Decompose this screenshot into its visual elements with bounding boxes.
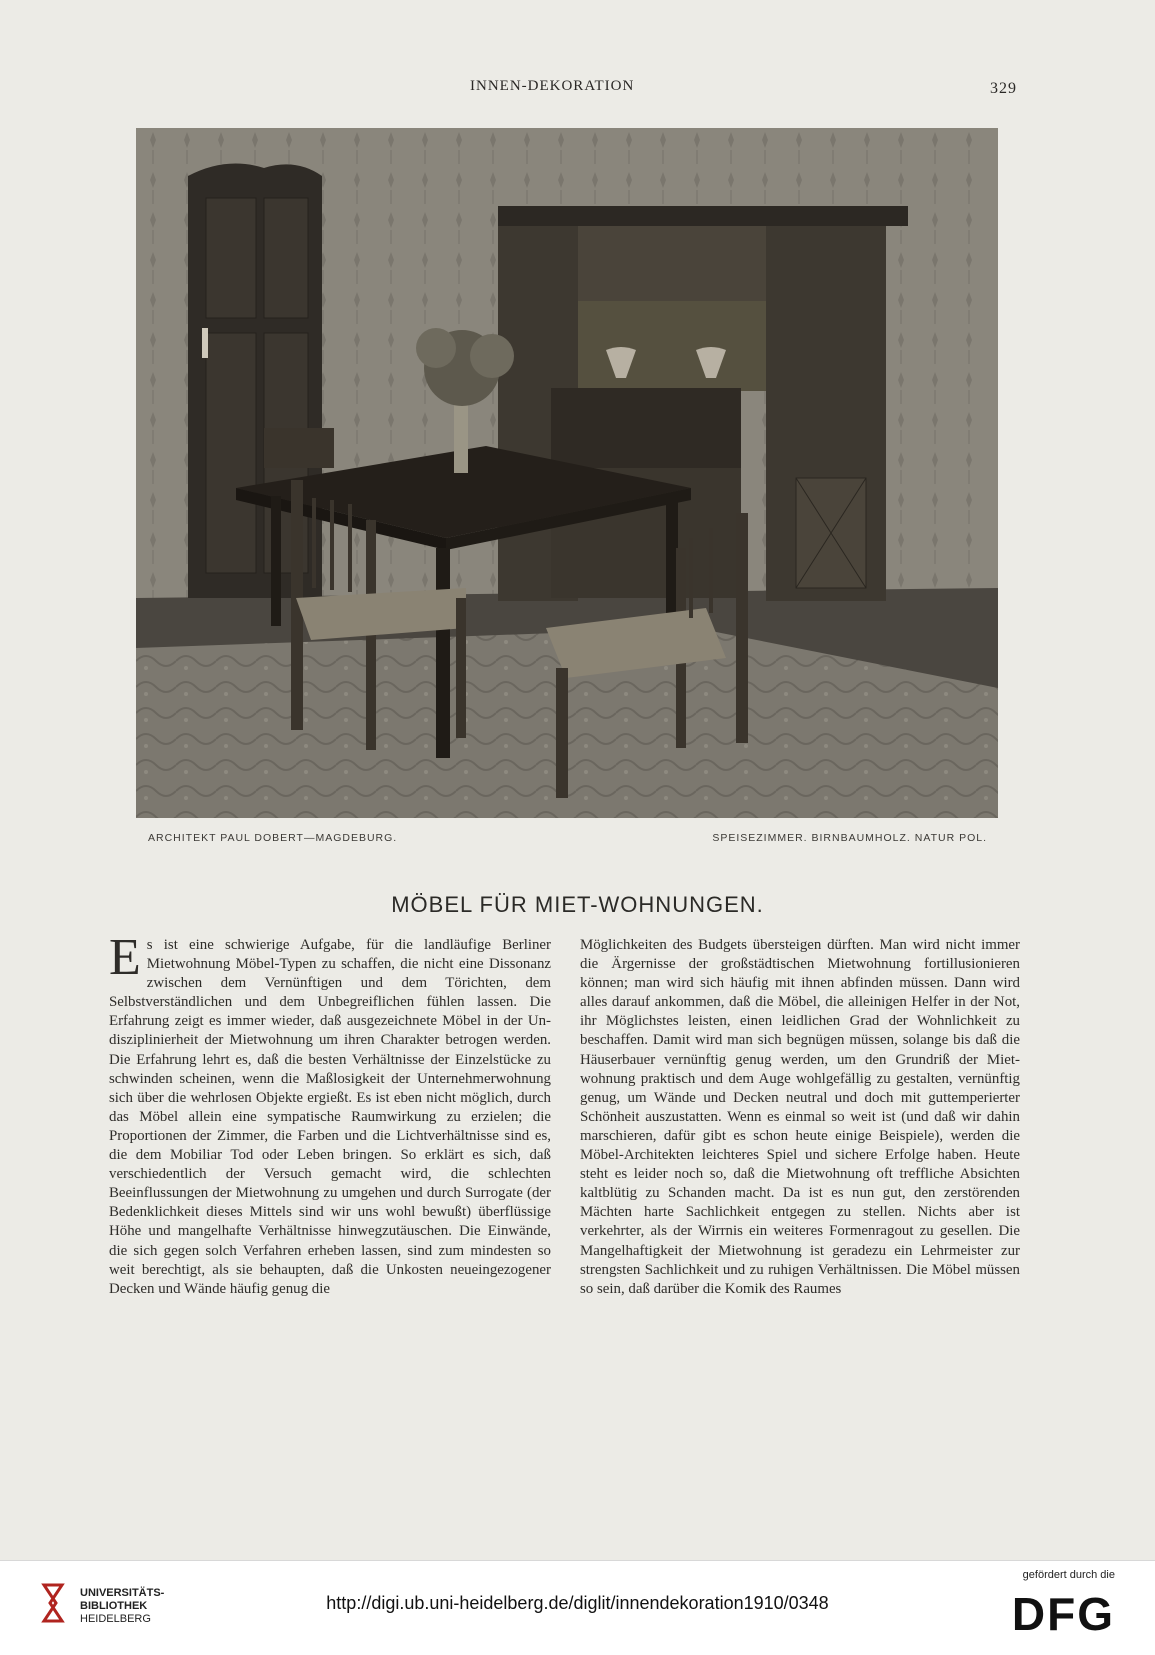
text-column-left xyxy=(109,929,551,1299)
source-url-link[interactable]: http://digi.ub.uni-heidelberg.de/diglit/innendekoration1910/0348 xyxy=(326,1593,829,1613)
funding-note: gefördert durch die xyxy=(1022,1569,1115,1581)
sideboard xyxy=(498,206,908,601)
dfg-logo: DFG xyxy=(1011,1588,1115,1640)
running-head xyxy=(0,78,1155,100)
chair-back xyxy=(264,428,334,468)
photo-credit: ARCHITEKT PAUL DOBERT—MAGDEBURG. xyxy=(148,832,398,844)
left-column-text: s ist eine schwierige Aufgabe, für die landläufige Berliner Mietwohnung Möbel-Typen zu schaffen, die nicht eine Dissonanz zwischen dem Vernünftigen und dem Törichten, dem Selbstverständlichen und dem Unbegreiflichen fühlen lassen. Die Erfahrung zeigt es immer wieder, daß ausgezeichnete Möbel in der Undisziplinierheit der Mietwohnung um ihren Charakter betrogen werden. Die Erfahrung lehrt es, daß die besten Verhältnisse der Einzelstücke zu schwinden scheinen, wenn die Maßlosigkeit der Unternehmerwohnung sich über die wehrlosen Objekte ergießt. Es ist eben nicht möglich, durch das Möbel allein eine sympatische Raumwirkung zu erzielen; die Proportionen der Zimmer, die Farben und die Lichtverhältnisse sind es, die dem Mobiliar Tod oder Leben bringen. So erklärt es sich, daß verschiedentlich der Versuch gemacht wird, die schlechten Beeinflussungen der Mietwohnung zu umgehen und durch Surrogate (der Bedenklichkeit dieses Mittels sind wir uns wohl bewußt) überflüssige Höhe und mangelhafte Verhältnisse hinwegzutäuschen. Die Einwände, die sich gegen solch Verfahren erheben lassen, sind zum mindesten so weit berechtigt, als sie behaupten, daß die Unkosten neueingezogener Decken und Wände häufig genug die xyxy=(109,937,551,1297)
photo-caption: SPEISEZIMMER. BIRNBAUMHOLZ. NATUR POL. xyxy=(712,832,987,844)
digitization-footer xyxy=(0,1560,1155,1655)
text-column-right: Möglichkeiten des Budgets übersteigen dürften. Man wird nicht immer die Ärgernisse der großstädtischen Mietwohnung fortillusionieren können; man wird sich häufig mit ihnen abfinden müssen. Dann wird alles darauf ankommen, daß die Möbel, die alleinigen Helfer in der Not, ihr Möglichstes leisten, einen leidlichen Grad der Wohnlichkeit zu beschaffen. Damit wird man sich begnügen müssen, solange bis daß die Häuserbauer vernünftig genug werden, um den Grundriß der Mietwohnung praktisch und dem Auge wohlgefällig zu gestalten, vernünftig genug, um Wände und Decken neutral und doch mit guttemperierter Schönheit auszustatten. Wenn es einmal so weit ist (und daß wir dahin marschieren, dafür gibt es schon heute einige Beispiele), werden die Möbel-Architekten leichteres Spiel und sichere Erfolge haben. Heute steht es leider noch so, daß die Mietwohnung oft treffliche Absichten kaltblütig zu Schanden macht. Da ist es nun gut, den zerstörenden Mächten harte Sachlichkeit entgegen zu stellen. Nichts aber ist verkehrter, als der Wirrnis ein weiteres Formenragout zu gesellen. Die Mangelhaftigkeit der Mietwohnung ist geradezu ein Lehrmeister zur strengsten Sachlichkeit und zu ruhigen Verhältnissen. Die Möbel müssen so sein, daß darüber die Komik des Raumes xyxy=(580,937,1020,1297)
article-title: MÖBEL FÜR MIET-WOHNUNGEN. xyxy=(391,892,764,917)
page-number: 329 xyxy=(990,80,1017,97)
drop-cap: E xyxy=(109,929,141,986)
dining-room-photograph xyxy=(136,128,998,818)
journal-title: INNEN-DEKORATION xyxy=(470,78,635,94)
library-name: UNIVERSITÄTS- BIBLIOTHEK HEIDELBERG xyxy=(80,1587,165,1625)
